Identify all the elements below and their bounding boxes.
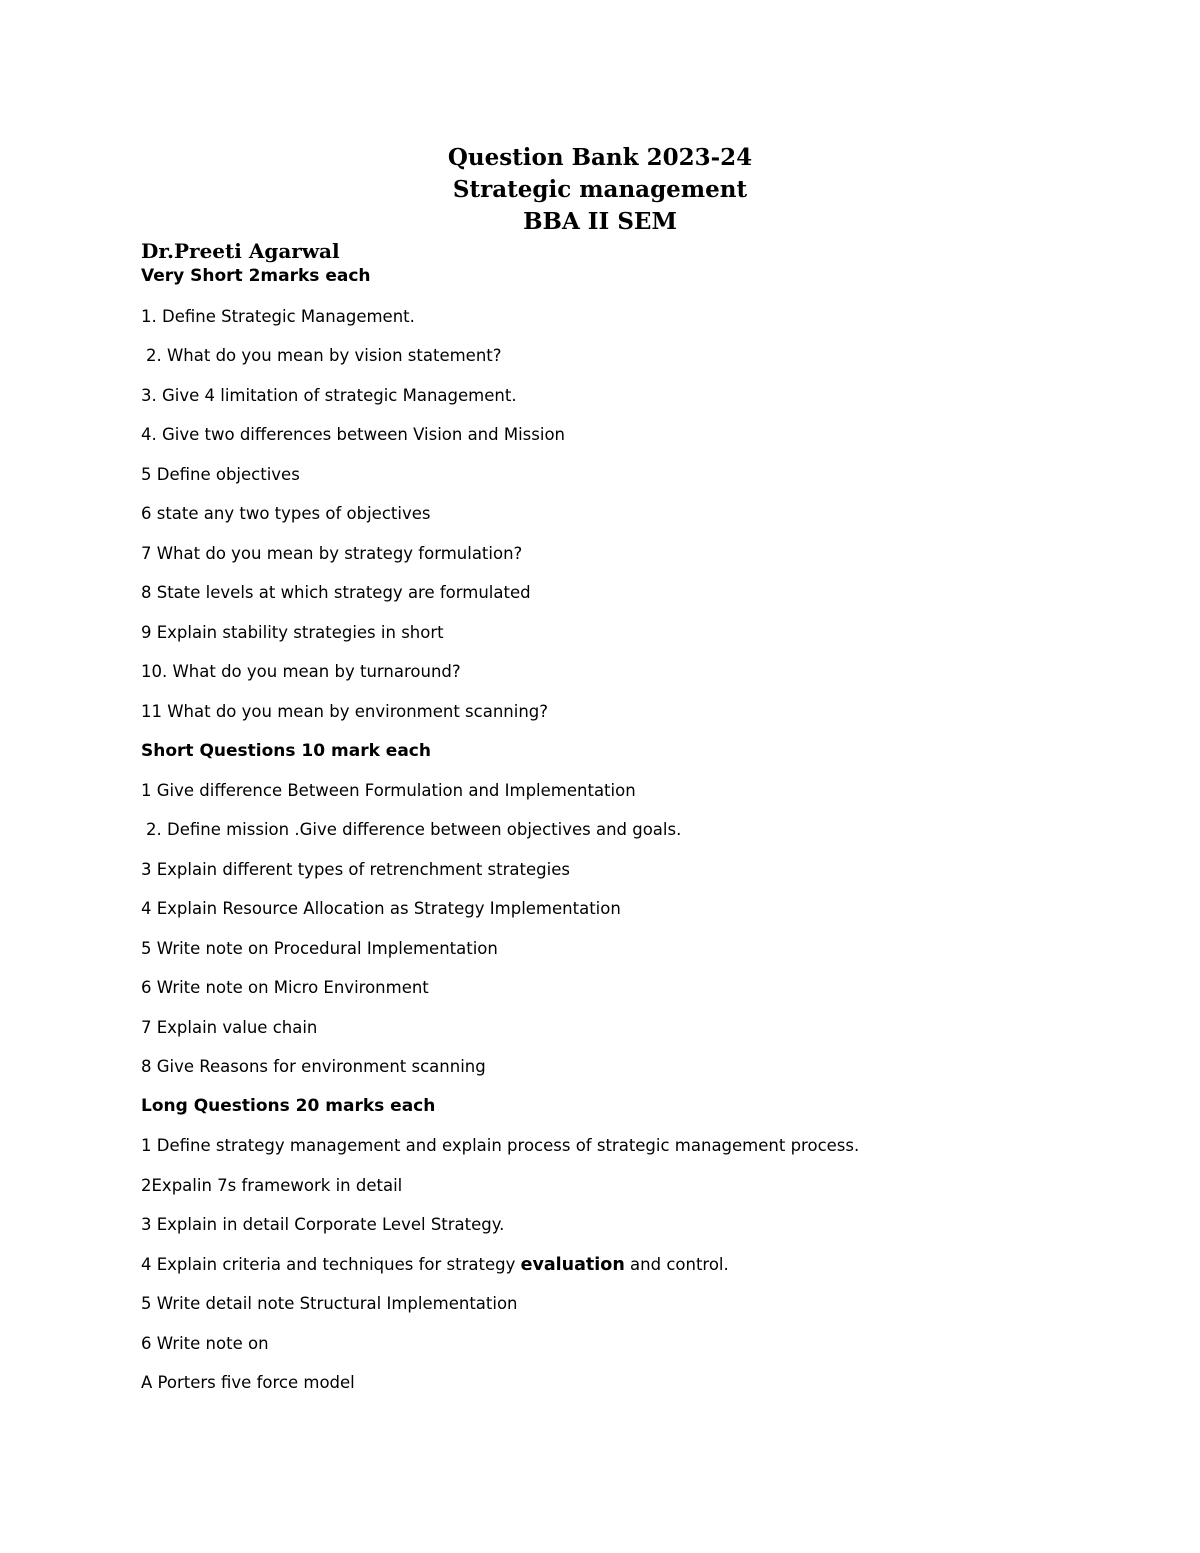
- emphasis-text: evaluation: [520, 1255, 625, 1275]
- question-item: 4. Give two differences between Vision and Mission: [141, 425, 566, 444]
- question-item: 6 Write note on Micro Environment: [141, 978, 429, 997]
- question-item: 2Expalin 7s framework in detail: [141, 1176, 403, 1195]
- question-item: 1 Define strategy management and explain process of strategic management process.: [141, 1136, 860, 1155]
- question-item: 6 state any two types of objectives: [141, 504, 431, 523]
- section-heading-short: Short Questions 10 mark each: [141, 741, 431, 761]
- question-item: 5 Write detail note Structural Implementation: [141, 1294, 518, 1313]
- question-item: 2. Define mission .Give difference between objectives and goals.: [146, 820, 682, 839]
- question-item: 11 What do you mean by environment scanning?: [141, 702, 549, 721]
- author-name: Dr.Preeti Agarwal: [141, 239, 340, 263]
- question-item: 4 Explain Resource Allocation as Strategy Implementation: [141, 899, 621, 918]
- question-item: [141, 1253, 729, 1277]
- question-item: 3 Explain in detail Corporate Level Strategy.: [141, 1215, 505, 1234]
- question-item: 3. Give 4 limitation of strategic Management.: [141, 386, 517, 405]
- question-item: A Porters five force model: [141, 1373, 355, 1392]
- question-item: 8 State levels at which strategy are formulated: [141, 583, 531, 602]
- doc-subject: Strategic management: [452, 176, 748, 203]
- question-item: 6 Write note on: [141, 1334, 269, 1353]
- question-text: 4 Explain criteria and techniques for strategy: [141, 1255, 521, 1274]
- doc-class: BBA II SEM: [523, 208, 677, 235]
- question-item: 5 Define objectives: [141, 465, 300, 484]
- question-text: and control.: [624, 1255, 729, 1274]
- question-item: 7 What do you mean by strategy formulation?: [141, 544, 523, 563]
- question-item: 10. What do you mean by turnaround?: [141, 662, 461, 681]
- question-item: 5 Write note on Procedural Implementation: [141, 939, 498, 958]
- question-item: 1. Define Strategic Management.: [141, 307, 415, 326]
- section-heading-very-short: Very Short 2marks each: [141, 266, 371, 286]
- question-item: 9 Explain stability strategies in short: [141, 623, 444, 642]
- doc-title: Question Bank 2023-24: [447, 144, 753, 171]
- question-item: 8 Give Reasons for environment scanning: [141, 1057, 486, 1076]
- question-item: 7 Explain value chain: [141, 1018, 318, 1037]
- question-item: 2. What do you mean by vision statement?: [146, 346, 502, 365]
- question-item: 1 Give difference Between Formulation and Implementation: [141, 781, 636, 800]
- question-item: 3 Explain different types of retrenchment strategies: [141, 860, 570, 879]
- section-heading-long: Long Questions 20 marks each: [141, 1096, 436, 1116]
